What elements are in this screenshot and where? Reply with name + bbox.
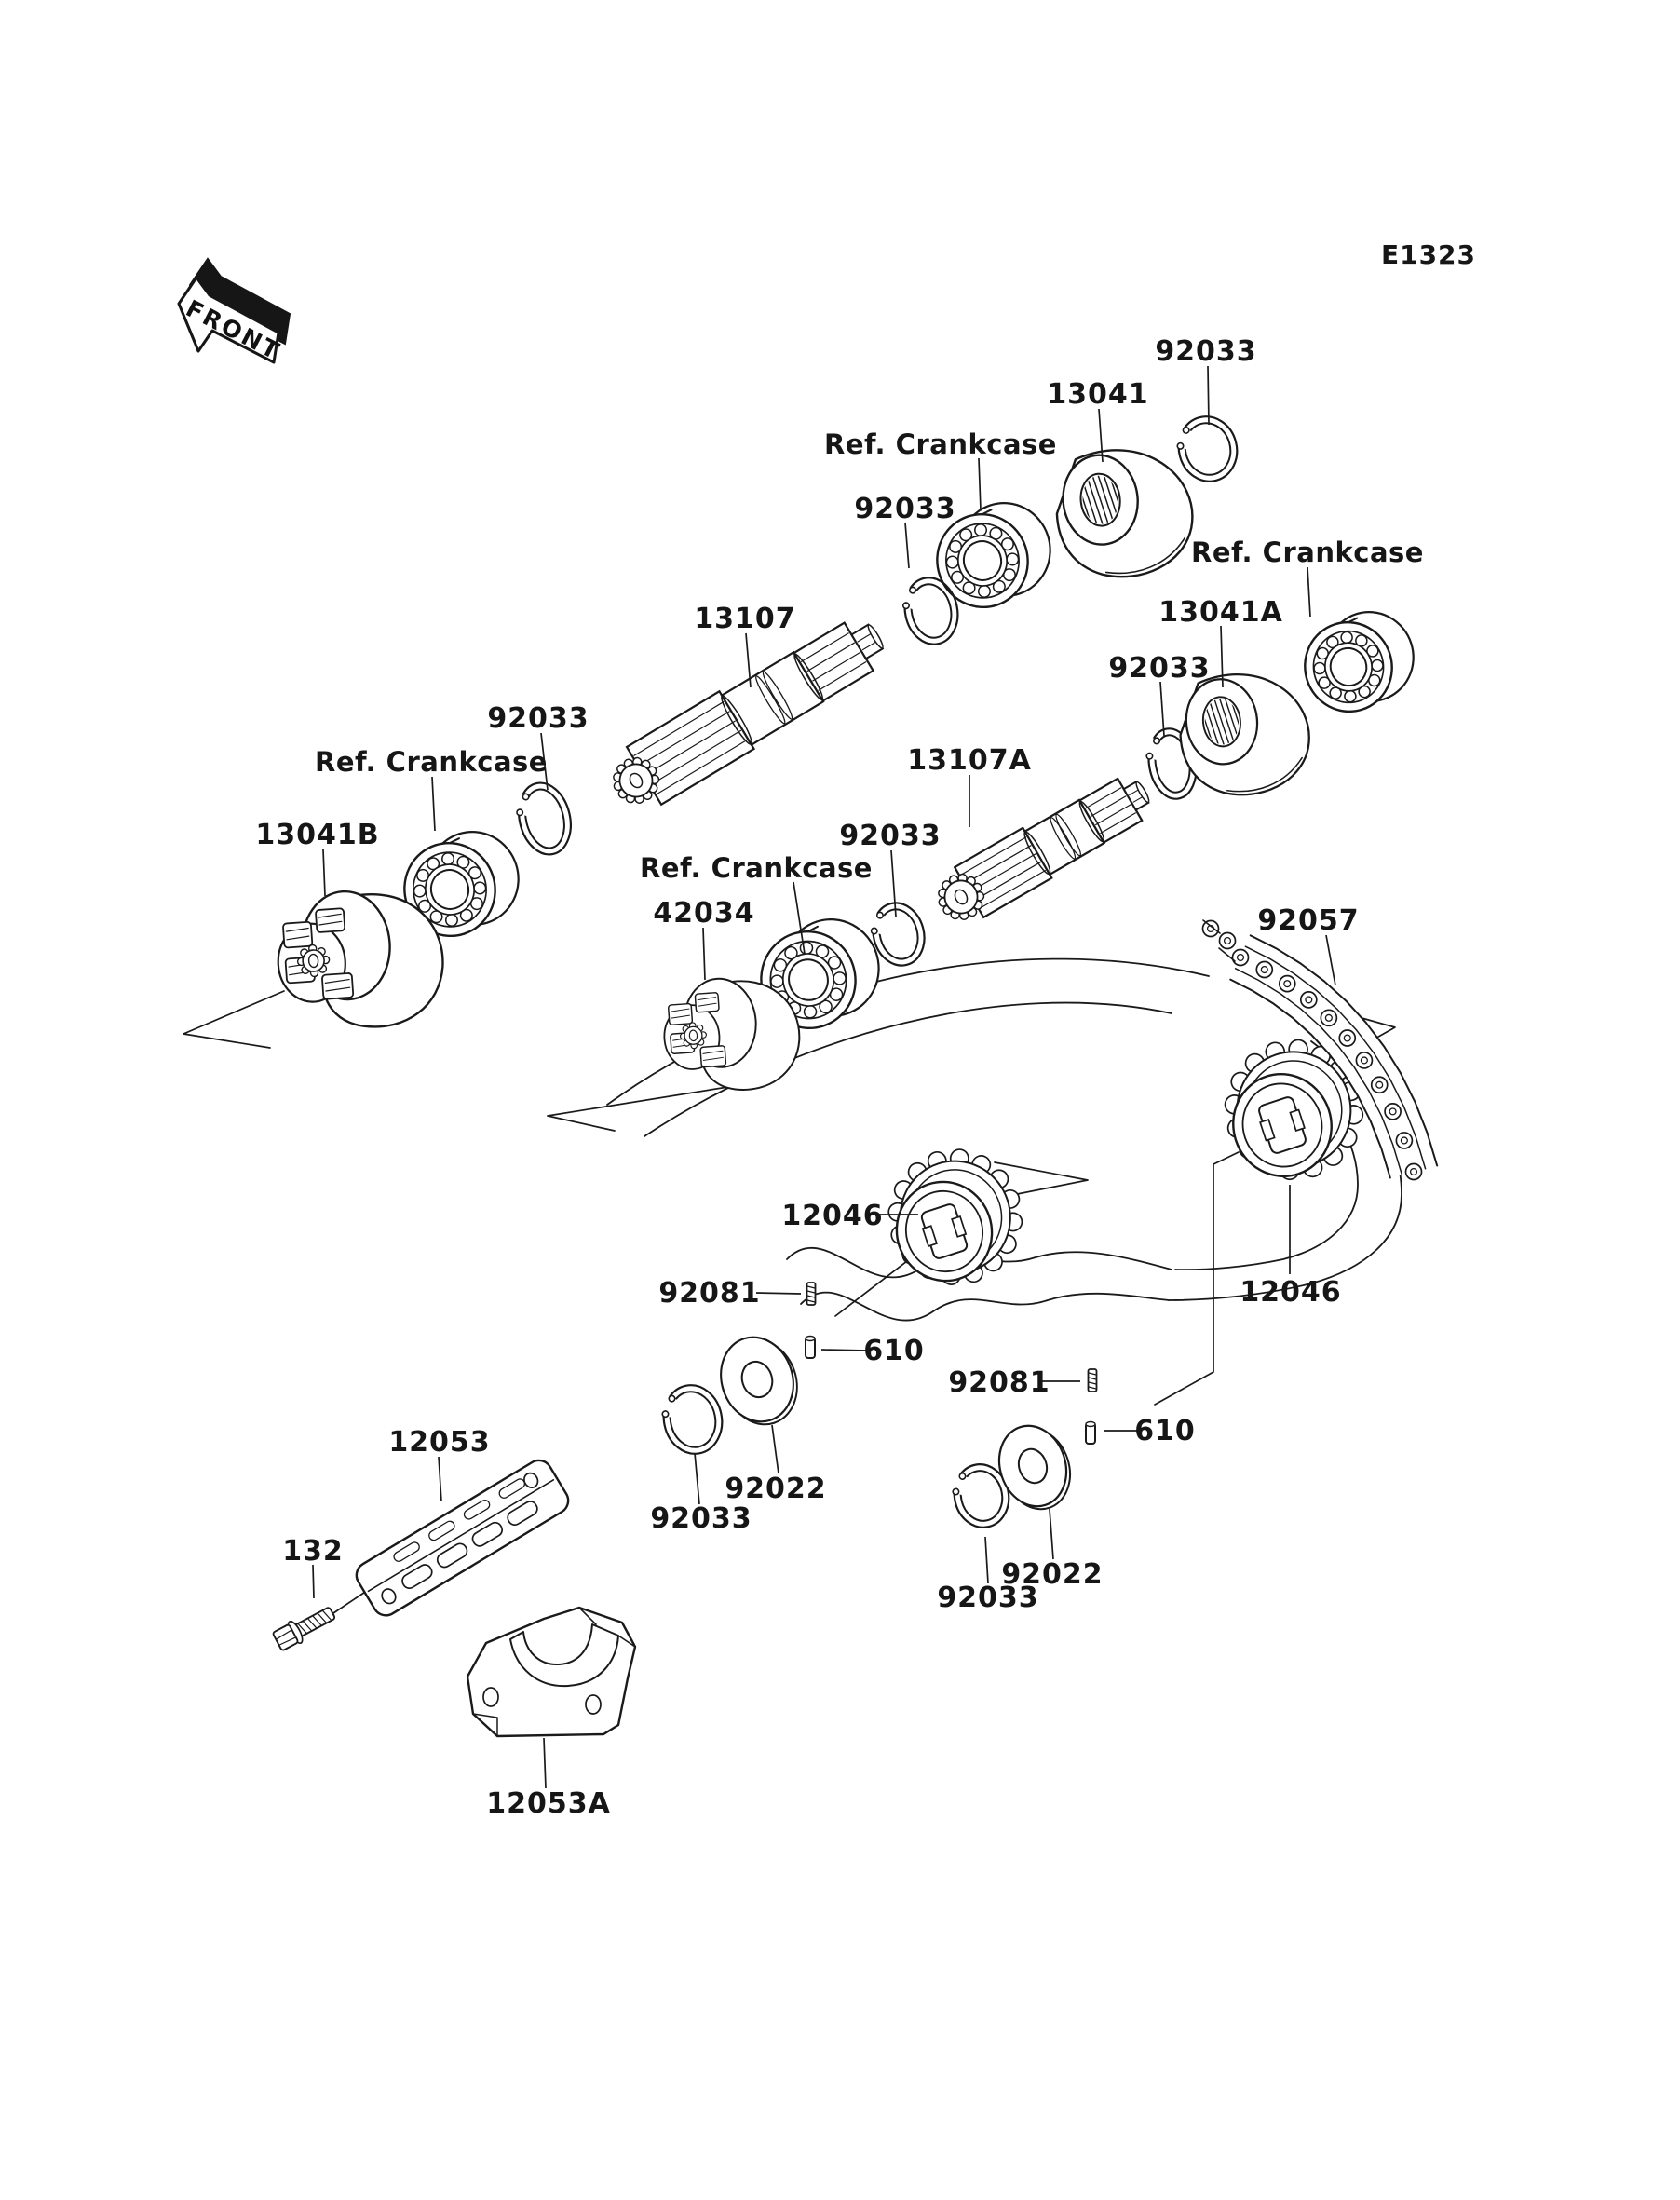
balancer-shaft-13107 bbox=[600, 606, 895, 821]
part-number-label-e1323: E1323 bbox=[1380, 239, 1477, 270]
part-number-label-ref-crankcase-mid: Ref. Crankcase bbox=[640, 852, 873, 884]
part-number-label-ref-crankcase-right: Ref. Crankcase bbox=[1191, 536, 1424, 568]
part-number-label-92033-mid: 92033 bbox=[839, 820, 942, 852]
part-number-label-92033-bottom-right: 92033 bbox=[937, 1582, 1039, 1614]
leader-line-92057 bbox=[1326, 935, 1335, 985]
leader-line-92033-upper-left bbox=[905, 523, 909, 568]
assembly-construction-lines bbox=[183, 991, 1395, 1613]
part-number-label-92033-right: 92033 bbox=[1108, 652, 1211, 685]
part-number-label-12053: 12053 bbox=[388, 1426, 491, 1459]
washer-92022-left bbox=[711, 1328, 808, 1434]
part-number-label-42034: 42034 bbox=[653, 897, 755, 930]
part-number-label-12053a: 12053A bbox=[486, 1787, 611, 1820]
front-label: FRONT bbox=[182, 294, 286, 366]
part-number-label-12046-left: 12046 bbox=[781, 1200, 884, 1232]
part-number-label-13041: 13041 bbox=[1047, 378, 1149, 411]
part-number-label-13107a: 13107A bbox=[907, 744, 1032, 777]
part-number-label-92033-upper-left: 92033 bbox=[854, 493, 956, 525]
part-number-label-ref-crankcase-left: Ref. Crankcase bbox=[315, 746, 548, 778]
leader-line-92081-left bbox=[756, 1293, 801, 1294]
set-screw-92081-right bbox=[1089, 1369, 1097, 1392]
leader-line-92033-mid bbox=[891, 850, 896, 917]
part-number-label-132: 132 bbox=[282, 1535, 344, 1568]
dowel-pin-610-right bbox=[1086, 1422, 1095, 1445]
leader-line-92033-bottom-left bbox=[695, 1453, 699, 1504]
set-screw-92081-left bbox=[807, 1283, 816, 1305]
part-number-label-13041a: 13041A bbox=[1158, 596, 1283, 629]
part-number-label-92022-right: 92022 bbox=[1001, 1558, 1104, 1591]
part-number-label-92033-top: 92033 bbox=[1155, 335, 1257, 368]
bolt-132 bbox=[272, 1602, 338, 1652]
leader-line-610-left bbox=[821, 1350, 866, 1351]
part-number-label-ref-crankcase-top: Ref. Crankcase bbox=[824, 428, 1057, 460]
snap-ring-92033-left bbox=[508, 778, 578, 862]
leader-line-ref-crankcase-top bbox=[979, 458, 981, 510]
leader-line-ref-crankcase-left bbox=[432, 777, 435, 831]
part-number-label-92022-left: 92022 bbox=[725, 1473, 827, 1505]
leader-line-92033-bottom-right bbox=[985, 1537, 988, 1583]
leader-line-132 bbox=[313, 1565, 314, 1598]
part-number-label-92081-left: 92081 bbox=[658, 1277, 761, 1310]
part-number-label-12046-right: 12046 bbox=[1240, 1276, 1342, 1309]
leader-line-92022-right bbox=[1050, 1509, 1053, 1559]
leader-line-12053a bbox=[544, 1738, 546, 1788]
leader-line-ref-crankcase-right bbox=[1307, 567, 1310, 617]
leader-line-92033-right bbox=[1160, 682, 1164, 736]
part-number-label-610-left: 610 bbox=[863, 1335, 925, 1367]
leader-line-13041b bbox=[323, 849, 325, 896]
leader-line-92022-left bbox=[772, 1425, 779, 1473]
part-number-label-92033-bottom-left: 92033 bbox=[650, 1502, 752, 1535]
part-number-label-92081-right: 92081 bbox=[948, 1366, 1050, 1399]
leader-line-42034 bbox=[703, 928, 705, 980]
balancer-weight-13041 bbox=[1050, 442, 1198, 583]
part-number-label-13041b: 13041B bbox=[255, 819, 380, 851]
chain-guide-12053 bbox=[352, 1456, 574, 1621]
snap-ring-92033-top bbox=[1168, 410, 1244, 489]
balancer-shaft-13107a bbox=[928, 766, 1159, 933]
leader-line-12053 bbox=[439, 1457, 441, 1501]
snap-ring-92033-bottom-left bbox=[654, 1379, 728, 1460]
dowel-pin-610-left bbox=[806, 1337, 815, 1359]
part-number-label-13107: 13107 bbox=[694, 603, 796, 635]
crankcase-bearing-right bbox=[1294, 601, 1425, 723]
part-number-label-92033-left: 92033 bbox=[487, 702, 589, 735]
part-number-label-610-right: 610 bbox=[1134, 1415, 1196, 1447]
front-direction-arrow-icon bbox=[179, 259, 290, 365]
chain-guide-holder-12053a bbox=[467, 1608, 635, 1736]
leader-line-92033-top bbox=[1208, 366, 1209, 425]
part-number-label-92057: 92057 bbox=[1257, 904, 1360, 937]
